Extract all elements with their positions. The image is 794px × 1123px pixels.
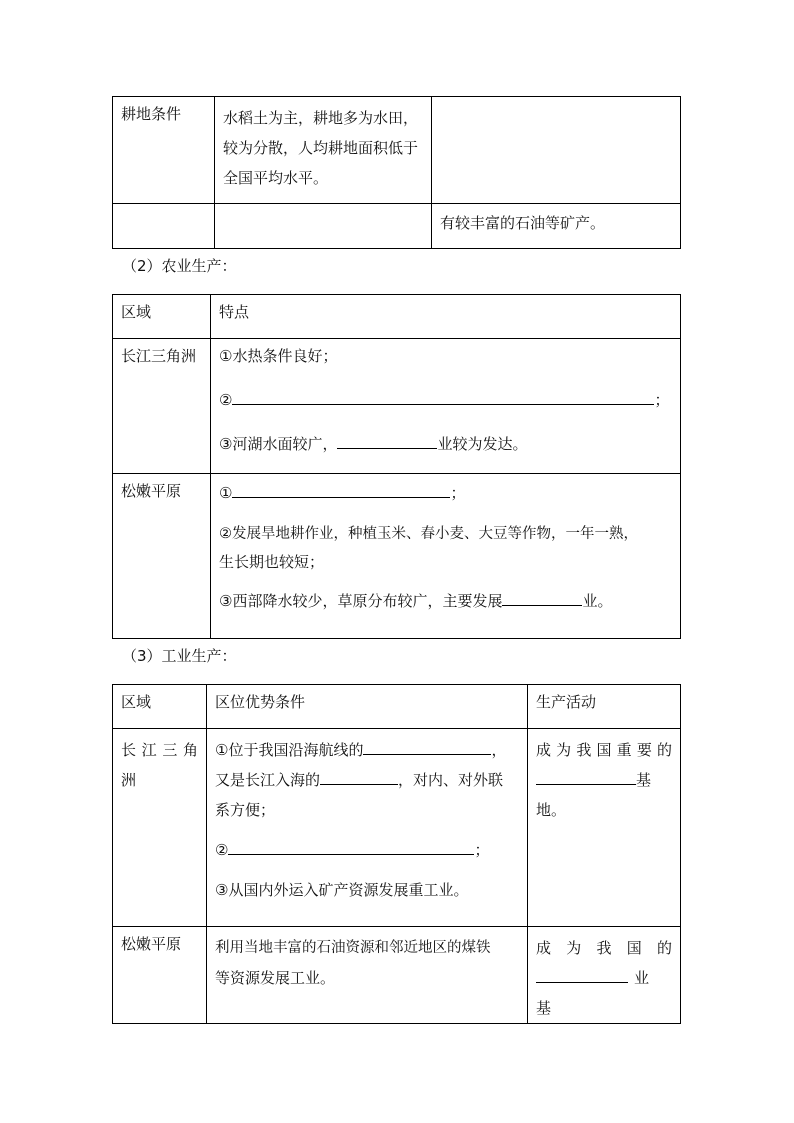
land-conditions-line-3: 全国平均水平。 xyxy=(223,169,329,187)
ind-yangtze-label-line-2: 洲 xyxy=(121,771,137,789)
land-conditions-line-1: 水稻土为主，耕地多为水田， xyxy=(223,109,419,127)
agri-songnen-item-3-prefix: ③西部降水较少，草原分布较广，主要发展 xyxy=(219,592,503,610)
land-conditions-label: 耕地条件 xyxy=(121,105,182,123)
agri-songnen-item-2-line-1: ②发展旱地耕作业，种植玉米、春小麦、大豆等作物，一年一熟， xyxy=(219,526,638,542)
agri-yangtze-item-2 xyxy=(219,387,672,411)
ind-yangtze-item-1-line-1 xyxy=(215,735,519,765)
agri-yangtze-item-2-prefix: ② xyxy=(219,391,233,409)
ind-songnen-activity-line-1: 成为我国的 xyxy=(536,939,672,957)
ind-yangtze-item-1-line-1-prefix: ①位于我国沿海航线的 xyxy=(215,741,364,759)
ind-header-activity-text: 生产活动 xyxy=(536,693,597,711)
ind-yangtze-conditions-cell xyxy=(207,729,528,927)
agri-yangtze-item-2-suffix: ； xyxy=(654,391,670,409)
ind-songnen-activity-line-2 xyxy=(536,963,672,1023)
agri-songnen-item-1 xyxy=(219,480,672,504)
ind-yangtze-label-line-1: 长江三角 xyxy=(121,741,198,759)
section-agriculture-title: （2）农业生产： xyxy=(122,257,237,275)
agri-yangtze-item-1: ①水热条件良好； xyxy=(219,347,338,365)
ind-songnen-label: 松嫩平原 xyxy=(121,935,182,953)
agri-songnen-item-1-suffix: ； xyxy=(450,484,466,502)
ind-yangtze-activity-line-1: 成为我国重要的 xyxy=(536,741,672,759)
ind-yangtze-item-1-line-2-suffix: ，对内、对外联 xyxy=(398,771,504,789)
ind-yangtze-item-1-line-3: 系方便； xyxy=(215,801,276,819)
ind-yangtze-item-2 xyxy=(215,837,519,861)
agri-yangtze-item-3-suffix: 业较为发达。 xyxy=(437,435,528,453)
ind-songnen-label-cell xyxy=(113,927,207,1024)
resources-right-cell xyxy=(432,204,681,249)
ind-yangtze-label-cell xyxy=(113,729,207,927)
ind-songnen-activity-cell xyxy=(528,927,681,1024)
land-conditions-desc-cell xyxy=(215,97,432,204)
ind-yangtze-activity-line-2 xyxy=(536,765,672,825)
agri-songnen-item-3-suffix: 业。 xyxy=(582,592,613,610)
ind-yangtze-item-2-prefix: ② xyxy=(215,841,229,859)
land-conditions-line-2: 较为分散，人均耕地面积低于 xyxy=(223,139,419,157)
ind-header-region-text: 区域 xyxy=(121,693,152,711)
resources-middle-cell xyxy=(215,204,432,249)
ind-songnen-activity-suffix: 业基 xyxy=(536,969,658,1017)
land-conditions-table xyxy=(112,96,681,249)
industry-table xyxy=(112,684,681,1024)
agri-header-features-text: 特点 xyxy=(219,303,250,321)
ind-header-activity xyxy=(528,685,681,729)
agri-yangtze-features-cell xyxy=(211,339,681,474)
ind-header-conditions xyxy=(207,685,528,729)
ind-yangtze-item-3: ③从国内外运入矿产资源发展重工业。 xyxy=(215,881,469,899)
agri-songnen-label: 松嫩平原 xyxy=(121,482,182,500)
agri-songnen-item-1-blank[interactable] xyxy=(232,480,450,498)
agri-yangtze-item-2-blank[interactable] xyxy=(232,387,654,405)
ind-yangtze-activity-suffix: 基地。 xyxy=(536,771,652,819)
agri-songnen-item-3 xyxy=(219,588,672,612)
agri-songnen-item-2-line-2: 生长期也较短； xyxy=(219,553,325,571)
agri-songnen-features-cell xyxy=(211,474,681,639)
agri-yangtze-item-3-blank[interactable] xyxy=(337,431,437,449)
ind-yangtze-item-1-line-2-prefix: 又是长江入海的 xyxy=(215,771,321,789)
section-industry-title: （3）工业生产： xyxy=(122,647,237,665)
resources-text: 有较丰富的石油等矿产。 xyxy=(440,214,606,232)
agri-yangtze-item-3 xyxy=(219,431,672,455)
ind-songnen-conditions-cell xyxy=(207,927,528,1024)
ind-yangtze-item-1-line-1-suffix: ， xyxy=(491,741,507,759)
land-conditions-label-cell xyxy=(113,97,215,204)
agri-yangtze-item-3-prefix: ③河湖水面较广， xyxy=(219,435,338,453)
agri-songnen-label-cell xyxy=(113,474,211,639)
ind-yangtze-activity-cell xyxy=(528,729,681,927)
agri-yangtze-label-cell xyxy=(113,339,211,474)
agri-header-features xyxy=(211,295,681,339)
agri-header-region xyxy=(113,295,211,339)
agri-songnen-item-1-prefix: ① xyxy=(219,484,233,502)
ind-songnen-activity-blank[interactable] xyxy=(536,965,628,983)
agri-header-region-text: 区域 xyxy=(121,303,152,321)
land-conditions-right-cell xyxy=(432,97,681,204)
ind-yangtze-item-1-line-2 xyxy=(215,765,519,795)
ind-yangtze-activity-blank[interactable] xyxy=(536,767,636,785)
agriculture-table xyxy=(112,294,681,639)
agri-yangtze-label: 长江三角洲 xyxy=(121,347,197,365)
resources-label-cell xyxy=(113,204,215,249)
ind-header-conditions-text: 区位优势条件 xyxy=(215,693,306,711)
ind-songnen-cond-line-2: 等资源发展工业。 xyxy=(215,969,336,987)
ind-yangtze-item-1-blank-b[interactable] xyxy=(320,767,398,785)
ind-songnen-cond-line-1: 利用当地丰富的石油资源和邻近地区的煤铁 xyxy=(215,940,491,956)
agri-songnen-item-3-blank[interactable] xyxy=(502,588,582,606)
ind-header-region xyxy=(113,685,207,729)
ind-yangtze-item-1-blank-a[interactable] xyxy=(363,737,491,755)
ind-yangtze-item-2-blank[interactable] xyxy=(228,837,474,855)
ind-yangtze-item-2-suffix: ； xyxy=(474,841,490,859)
